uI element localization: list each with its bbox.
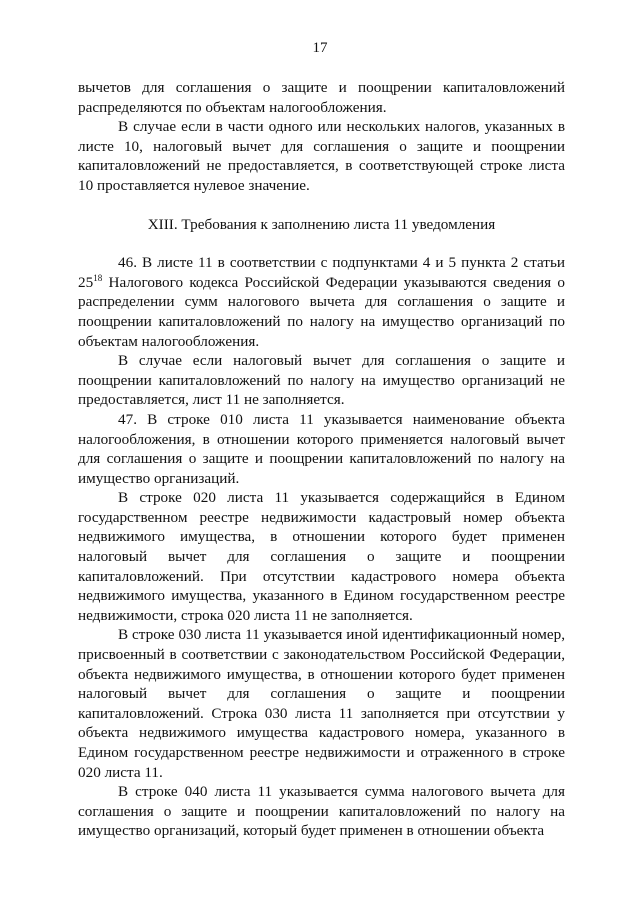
document-body [78,78,565,841]
paragraph: В строке 030 листа 11 указывается иной идентификационный номер, присвоенный в соответствии с законодательством Российской Федерации, объекта недвижимого имущества, в отношении которого будет применен налоговый вычет для соглашения о защите и поощрении капиталовложений. Строка 030 листа 11 заполняется при отсутствии у объекта недвижимого имущества кадастрового номера, указанного в Едином государственном реестре недвижимости и отраженного в строке 020 листа 11. [78,626,565,781]
section-heading: XIII. Требования к заполнению листа 11 уведомления [147,215,496,233]
paragraph-46-start: 46. В листе 11 в соответствии с подпунктами 4 и 5 пункта 2 статьи 25 [78,254,565,291]
page-number: 17 [312,40,328,56]
article-superscript: 18 [93,272,103,283]
paragraph-47: 47. В строке 010 листа 11 указывается наименование объекта налогообложения, в отношении которого применяется налоговый вычет для соглашения о защите и поощрении капиталовложений по налогу на имущество организаций. [78,410,565,487]
paragraph: В случае если в части одного или нескольких налогов, указанных в листе 10, налоговый вычет для соглашения о защите и поощрении капиталовложений не предоставляется, в соответствующей строке листа 10 проставляется нулевое значение. [78,118,565,194]
paragraph: В строке 020 листа 11 указывается содержащийся в Едином государственном реестре недвижимости кадастровый номер объекта недвижимого имущества, в отношении которого будет применен налоговый вычет для соглашения о защите и поощрении капиталовложений. При отсутствии кадастрового номера объекта недвижимого имущества, указанного в Едином государственном реестре недвижимости, строка 020 листа 11 не заполняется. [78,489,565,624]
paragraph: В строке 040 листа 11 указывается сумма налогового вычета для соглашения о защите и поощрении капиталовложений по налогу на имущество организаций, который будет применен в отношении объекта [78,783,565,840]
paragraph: вычетов для соглашения о защите и поощрении капиталовложений распределяются по объектам налогообложения. [78,79,565,116]
paragraph-46-end: Налогового кодекса Российской Федерации указываются сведения о распределении сумм налогового вычета для соглашения о защите и поощрении капиталовложений по налогу на имущество организаций по объектам налогообложения. [78,273,565,350]
paragraph: В случае если налоговый вычет для соглашения о защите и поощрении капиталовложений по налогу на имущество организаций не предоставляется, лист 11 не заполняется. [78,352,565,409]
paragraph-46 [78,253,565,351]
